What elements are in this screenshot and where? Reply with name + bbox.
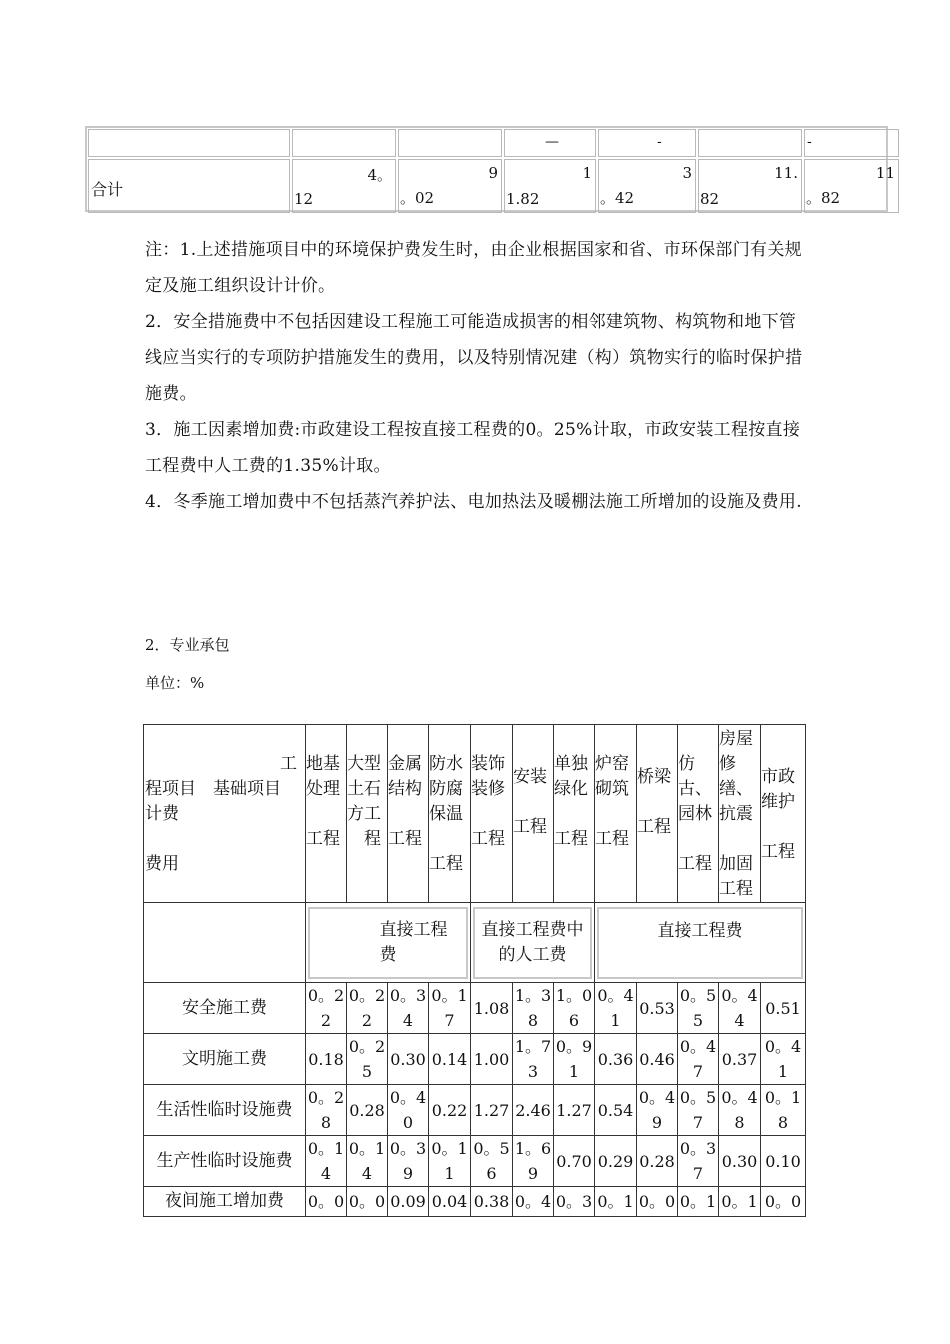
rate-cell: 0。1 bbox=[719, 1187, 761, 1217]
rate-cell: 0。2​2 bbox=[347, 983, 388, 1034]
top-dash-cell: - bbox=[804, 129, 899, 157]
table-row bbox=[144, 983, 806, 1034]
total-value-cell: 1 1.82 bbox=[504, 159, 596, 213]
column-header-row bbox=[144, 725, 806, 903]
rate-cell: 0。4​9 bbox=[637, 1085, 678, 1136]
rate-cell: 0。4​8 bbox=[719, 1085, 761, 1136]
rate-cell: 0.37 bbox=[719, 1034, 761, 1085]
rate-cell: 1。38 bbox=[513, 983, 554, 1034]
rate-cell: 0。1​1 bbox=[429, 1136, 471, 1187]
rate-cell: 0。1​4 bbox=[347, 1136, 388, 1187]
column-header-installation: 安装 工程 bbox=[513, 725, 554, 903]
rate-cell: 0.22 bbox=[429, 1085, 471, 1136]
rate-cell: 0.54 bbox=[595, 1085, 637, 1136]
column-header-bridge: 桥梁 工程 bbox=[637, 725, 678, 903]
table-row bbox=[144, 1034, 806, 1085]
rate-cell: 0。4​4 bbox=[719, 983, 761, 1034]
rate-cell: 0。4​1 bbox=[761, 1034, 806, 1085]
rate-cell: 0.46 bbox=[637, 1034, 678, 1085]
rate-cell: 0.51 bbox=[761, 983, 806, 1034]
table-row bbox=[144, 1187, 806, 1217]
rate-cell: 1。6​9 bbox=[513, 1136, 554, 1187]
rate-cell: 0。4​7 bbox=[678, 1034, 719, 1085]
rate-cell: 1。0​6 bbox=[554, 983, 595, 1034]
column-header-antique-garden: 仿 古、 园林 工程 bbox=[678, 725, 719, 903]
rate-cell: 0.70 bbox=[554, 1136, 595, 1187]
notes-block bbox=[145, 232, 810, 520]
basis-group-direct-cost: 直接工程 费 bbox=[306, 903, 471, 983]
rate-cell: 0.28 bbox=[347, 1085, 388, 1136]
top-empty-cell bbox=[698, 129, 802, 157]
rate-cell: 0.30 bbox=[719, 1136, 761, 1187]
rate-cell: 0。14 bbox=[306, 1136, 347, 1187]
top-empty-cell bbox=[292, 129, 396, 157]
note-paragraph: 4．冬季施工增加费中不包括蒸汽养护法、电加热法及暖棚法施工所增加的设施及费用. bbox=[145, 492, 802, 512]
rate-cell: 0.04 bbox=[429, 1187, 471, 1217]
rate-cell: 0.28 bbox=[637, 1136, 678, 1187]
table-row bbox=[144, 1136, 806, 1187]
column-header-earthwork: 大型 土石 方工 程 bbox=[347, 725, 388, 903]
rate-cell: 0.29 bbox=[595, 1136, 637, 1187]
rate-cell: 0。3​7 bbox=[678, 1136, 719, 1187]
rate-cell: 0。0 bbox=[347, 1187, 388, 1217]
note-paragraph: 2．安全措施费中不包括因建设工程施工可能造成损害的相邻建筑物、构筑物和地下管线应当实行的专项防护措施发生的费用，以及特别情况建（构）筑物实行的临时保护措施费。 bbox=[145, 312, 803, 404]
row-label: 生产性临时设施费 bbox=[144, 1136, 306, 1187]
rate-cell: 0。1 bbox=[595, 1187, 637, 1217]
rate-cell: 0。1 bbox=[678, 1187, 719, 1217]
row-label: 夜间施工增加费 bbox=[144, 1187, 306, 1217]
column-header-building-repair: 房屋 修 缮、 抗震 加固 工程 bbox=[719, 725, 761, 903]
total-value-cell: 11. 82 bbox=[698, 159, 802, 213]
rate-cell: 0。2​2 bbox=[306, 983, 347, 1034]
basis-group-row bbox=[144, 903, 806, 983]
rate-cell: 0.18 bbox=[306, 1034, 347, 1085]
rate-cell: 0.10 bbox=[761, 1136, 806, 1187]
top-dash-cell: — bbox=[504, 129, 596, 157]
unit-label: 单位：% bbox=[145, 674, 205, 692]
rate-cell: 0。0 bbox=[306, 1187, 347, 1217]
rate-cell: 0。4​1 bbox=[595, 983, 637, 1034]
rate-cell: 0。4​0 bbox=[388, 1085, 429, 1136]
basis-group-labor-cost: 直接工程费中 的人工费 bbox=[471, 903, 595, 983]
rate-cell: 0.36 bbox=[595, 1034, 637, 1085]
top-empty-cell bbox=[88, 129, 290, 157]
total-value-cell: 4。 12 bbox=[292, 159, 396, 213]
rate-cell: 0。3​4 bbox=[388, 983, 429, 1034]
rate-cell: 0.09 bbox=[388, 1187, 429, 1217]
rate-cell: 0.14 bbox=[429, 1034, 471, 1085]
rate-cell: 0。0 bbox=[761, 1187, 806, 1217]
column-header-foundation: 地基 处理 工程 bbox=[306, 725, 347, 903]
total-label-cell: 合计 bbox=[88, 159, 290, 213]
column-header-waterproofing: 防水 防腐 保温 工程 bbox=[429, 725, 471, 903]
rate-cell: 1。73 bbox=[513, 1034, 554, 1085]
rate-cell: 1.27 bbox=[471, 1085, 513, 1136]
table-row bbox=[144, 1085, 806, 1136]
top-dash-cell: - bbox=[598, 129, 696, 157]
rate-cell: 0。5​5 bbox=[678, 983, 719, 1034]
column-header-municipal-maintenance: 市政 维护 工程 bbox=[761, 725, 806, 903]
row-label: 生活性临时设施费 bbox=[144, 1085, 306, 1136]
column-header-greening: 单独 绿化 工程 bbox=[554, 725, 595, 903]
total-value-cell: 3 。42 bbox=[598, 159, 696, 213]
basis-empty-cell bbox=[144, 903, 306, 983]
column-header-decoration: 装饰 装修 工程 bbox=[471, 725, 513, 903]
rate-cell: 0。5​7 bbox=[678, 1085, 719, 1136]
rate-cell: 0。2​5 bbox=[347, 1034, 388, 1085]
top-empty-cell bbox=[398, 129, 502, 157]
note-paragraph: 注：1.上述措施项目中的环境保护费发生时，由企业根据国家和省、市环保部门有关规定及施工组织设计计价。 bbox=[145, 240, 802, 296]
note-paragraph: 3．施工因素增加费:市政建设工程按直接工程费的0。25%计取，市政安装工程按直接工程费中人工费的1.35%计取。 bbox=[145, 420, 801, 476]
rate-cell: 0。5​6 bbox=[471, 1136, 513, 1187]
rate-cell: 0。0 bbox=[637, 1187, 678, 1217]
professional-contract-table bbox=[143, 724, 806, 1217]
rate-cell: 0。9​1 bbox=[554, 1034, 595, 1085]
rate-cell: 0。1​8 bbox=[761, 1085, 806, 1136]
rate-cell: 0。2​8 bbox=[306, 1085, 347, 1136]
row-label: 文明施工费 bbox=[144, 1034, 306, 1085]
rate-cell: 0。4 bbox=[513, 1187, 554, 1217]
column-header-furnace-masonry: 炉窑 砌筑 工程 bbox=[595, 725, 637, 903]
rate-cell: 1.00 bbox=[471, 1034, 513, 1085]
corner-header-cell: 工 程项目 基础项目 计费 费用 bbox=[144, 725, 306, 903]
top-cost-table bbox=[85, 126, 895, 212]
column-header-metal-structure: 金属 结构 工程 bbox=[388, 725, 429, 903]
total-value-cell: 11 。82 bbox=[804, 159, 899, 213]
rate-cell: 0。3​9 bbox=[388, 1136, 429, 1187]
row-label: 安全施工费 bbox=[144, 983, 306, 1034]
rate-cell: 1.27 bbox=[554, 1085, 595, 1136]
rate-cell: 0。1​7 bbox=[429, 983, 471, 1034]
rate-cell: 1.08 bbox=[471, 983, 513, 1034]
section-title: 2．专业承包 bbox=[145, 636, 230, 654]
rate-cell: 0.30 bbox=[388, 1034, 429, 1085]
total-value-cell: 9 。02 bbox=[398, 159, 502, 213]
basis-group-direct-cost-2: 直接工程费 bbox=[595, 903, 806, 983]
rate-cell: 0.38 bbox=[471, 1187, 513, 1217]
rate-cell: 2.46 bbox=[513, 1085, 554, 1136]
rate-cell: 0.53 bbox=[637, 983, 678, 1034]
rate-cell: 0。3 bbox=[554, 1187, 595, 1217]
